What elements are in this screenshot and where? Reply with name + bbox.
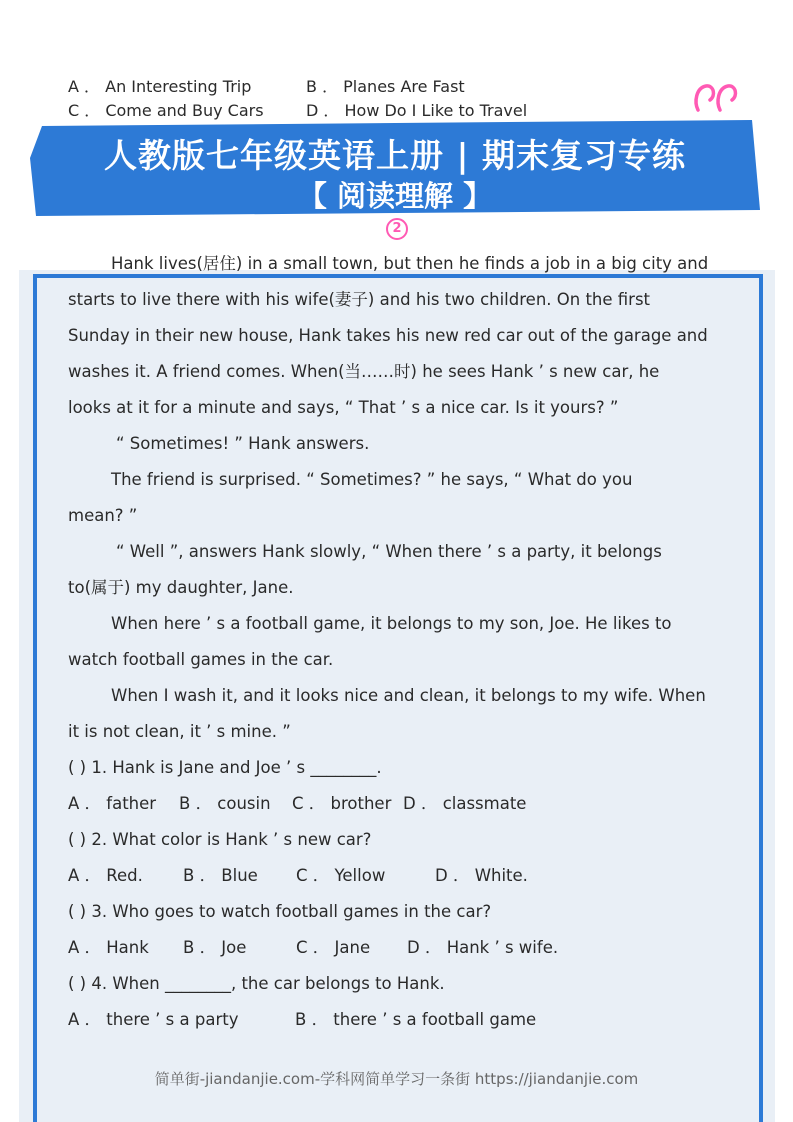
passage-line: looks at it for a minute and says, “ That ’ s a nice car. Is it yours? ” (68, 398, 619, 417)
passage-line: The friend is surprised. “ Sometimes? ” he says, “ What do you (111, 470, 633, 489)
passage-line: watch football games in the car. (68, 650, 334, 669)
passage-line: “ Sometimes! ” Hank answers. (116, 434, 370, 453)
q2-option-d: D ． White. (435, 866, 528, 885)
banner-title: 人教版七年级英语上册 | 期末复习专练 (104, 136, 686, 175)
question-4-options (68, 1002, 728, 1038)
passage-line: washes it. A friend comes. When(当……时) he sees Hank ’ s new car, he (68, 362, 660, 381)
question-2-stem: ( ) 2. What color is Hank ’ s new car? (68, 830, 372, 849)
q3-option-b: B ． Joe (183, 938, 247, 957)
passage-line: “ Well ”, answers Hank slowly, “ When there ’ s a party, it belongs (116, 542, 662, 561)
option-d: D ． How Do I Like to Travel (306, 101, 528, 120)
title-banner (30, 118, 760, 218)
question-3-stem: ( ) 3. Who goes to watch football games in the car? (68, 902, 492, 921)
q4-option-b: B ． there ’ s a football game (295, 1010, 537, 1029)
previous-question-options (68, 74, 668, 122)
passage-line: it is not clean, it ’ s mine. ” (68, 722, 291, 741)
q4-option-a: A ． there ’ s a party (68, 1010, 239, 1029)
passage-line: starts to live there with his wife(妻子) and his two children. On the first (68, 290, 651, 309)
passage-line: When I wash it, and it looks nice and clean, it belongs to my wife. When (111, 686, 706, 705)
reading-content (68, 246, 728, 1038)
section-number-badge: 2 (386, 218, 408, 240)
question-3-options (68, 930, 728, 966)
option-c: C ． Come and Buy Cars (68, 101, 264, 120)
passage-line: When here ’ s a football game, it belongs to my son, Joe. He likes to (111, 614, 672, 633)
question-1-options (68, 786, 728, 822)
quote-icon (692, 80, 742, 116)
passage-line: mean? ” (68, 506, 138, 525)
q2-option-c: C ． Yellow (296, 866, 386, 885)
q1-option-c: C ． brother (292, 794, 392, 813)
question-1-stem: ( ) 1. Hank is Jane and Joe ’ s ________. (68, 758, 382, 777)
q3-option-a: A ． Hank (68, 938, 149, 957)
q1-option-a: A ． father (68, 794, 157, 813)
q3-option-d: D ． Hank ’ s wife. (407, 938, 559, 957)
passage-line: to(属于) my daughter, Jane. (68, 578, 294, 597)
q2-option-a: A ． Red. (68, 866, 143, 885)
passage-line: Hank lives(居住) in a small town, but then he finds a job in a big city and (111, 254, 709, 273)
footer-watermark: 简单街-jiandanjie.com-学科网简单学习一条街 https://jiandanjie.com (154, 1070, 639, 1088)
option-b: B ． Planes Are Fast (306, 77, 465, 96)
question-4-stem: ( ) 4. When ________, the car belongs to Hank. (68, 974, 445, 993)
banner-subtitle: 【 阅读理解 】 (297, 179, 493, 213)
q1-option-d: D ． classmate (403, 794, 527, 813)
q2-option-b: B ． Blue (183, 866, 258, 885)
q1-option-b: B ． cousin (179, 794, 271, 813)
q3-option-c: C ． Jane (296, 938, 371, 957)
passage-line: Sunday in their new house, Hank takes his new red car out of the garage and (68, 326, 708, 345)
option-a: A ． An Interesting Trip (68, 77, 252, 96)
question-2-options (68, 858, 728, 894)
